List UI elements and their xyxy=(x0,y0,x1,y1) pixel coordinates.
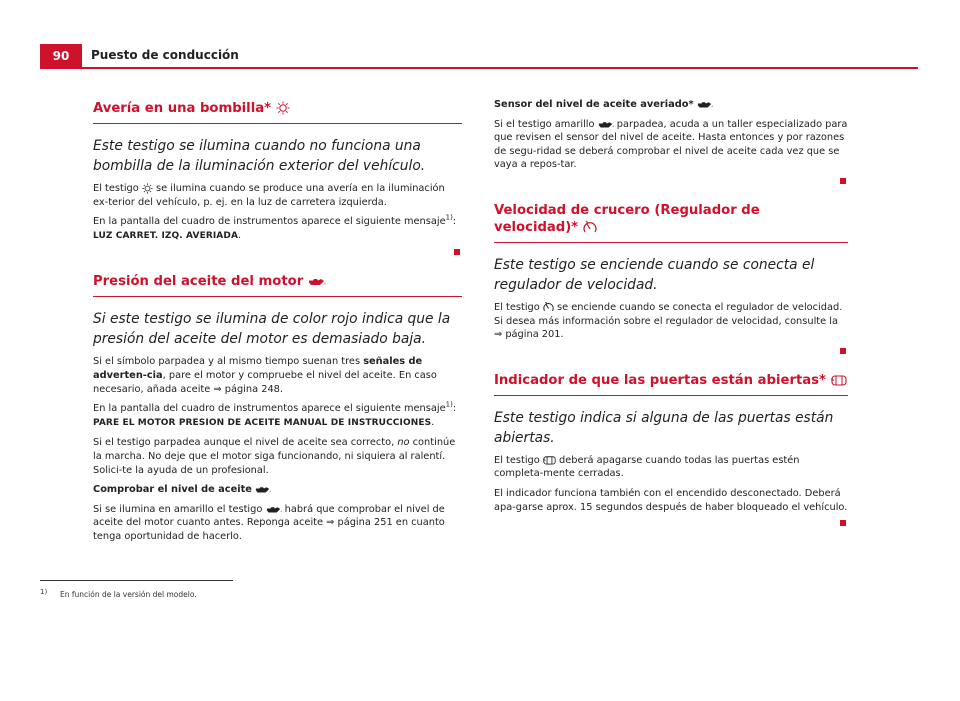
page-header-title: Puesto de conducción xyxy=(91,48,239,62)
paragraph: El testigo deberá apagarse cuando todas las puertas estén completa-mente cerradas. xyxy=(494,454,800,480)
subheading: Sensor del nivel de aceite averiado* xyxy=(494,98,848,112)
oil-can-icon xyxy=(255,484,271,494)
section-end-marker xyxy=(454,249,460,255)
footnote-rule xyxy=(40,580,233,581)
section-title: Velocidad de crucero (Regulador de velocidad)* xyxy=(494,202,848,243)
section-end-marker xyxy=(840,348,846,354)
section-doors-open xyxy=(494,372,848,526)
paragraph: El testigo se enciende cuando se conecta el regulador de velocidad. Si desea más información sobre el regulador de velocidad, consulte la ⇒ página 201. xyxy=(494,301,843,341)
paragraph: El testigo se ilumina cuando se produce una avería en la iluminación ex-terior del vehículo, p. ej. en la luz de carretera izquierda. xyxy=(93,183,445,208)
paragraph: En la pantalla del cuadro de instrumentos aparece el siguiente mensaje$^{1)}$: LUZ CARRET. IZQ. AVERIADA. xyxy=(93,213,457,241)
section-oil-sensor xyxy=(494,98,848,184)
left-column xyxy=(93,100,462,550)
bulb-warning-icon xyxy=(142,183,153,194)
page-number: 90 xyxy=(40,44,82,68)
section-lead: Este testigo indica si alguna de las puertas están abiertas. xyxy=(494,409,834,446)
paragraph: Si el testigo amarillo parpadea, acuda a un taller especializado para que revisen el sensor del nivel de aceite. Hasta entonces y por razones de segu-ridad se deberá comprobar el nivel de aceite cada vez que se vaya a repos-tar. xyxy=(494,118,848,171)
paragraph: El indicador funciona también con el encendido desconectado. Deberá apa-garse aprox. 15 segundos después de haber bloqueado el vehículo. xyxy=(494,487,848,513)
footnote: $^{1)}$ En función de la versión del modelo. xyxy=(40,587,197,599)
section-lead: Si este testigo se ilumina de color rojo indica que la presión del aceite del motor es demasiado baja. xyxy=(93,311,451,348)
section-title: Avería en una bombilla* xyxy=(93,100,462,124)
header-rule xyxy=(40,67,918,69)
section-lead: Este testigo se enciende cuando se conecta el regulador de velocidad. xyxy=(494,256,815,293)
bulb-warning-icon xyxy=(276,101,290,115)
oil-can-icon xyxy=(308,275,326,287)
paragraph: Si se ilumina en amarillo el testigo habrá que comprobar el nivel de aceite del motor cuanto antes. Reponga aceite ⇒ página 251 en cuanto tenga oportunidad de hacerlo. xyxy=(93,503,445,542)
door-open-icon xyxy=(543,455,556,465)
oil-can-icon xyxy=(598,119,614,129)
section-lead: Este testigo se ilumina cuando no funciona una bombilla de la iluminación exterior del vehículo. xyxy=(93,138,426,174)
section-bulb-failure xyxy=(93,100,462,255)
cruise-control-icon xyxy=(543,301,554,312)
section-end-marker xyxy=(840,178,846,184)
section-title: Indicador de que las puertas están abiertas* xyxy=(494,372,848,396)
door-open-icon xyxy=(831,374,847,386)
section-end-marker xyxy=(840,520,846,526)
subheading: Comprobar el nivel de aceite xyxy=(93,483,462,497)
section-title: Presión del aceite del motor xyxy=(93,273,462,297)
section-oil-pressure xyxy=(93,273,462,543)
cruise-control-icon xyxy=(583,220,597,233)
section-cruise-control xyxy=(494,202,848,354)
oil-can-icon xyxy=(697,99,713,109)
paragraph: En la pantalla del cuadro de instrumentos aparece el siguiente mensaje$^{1)}$: PARE EL MOTOR PRESION DE ACEITE MANUAL DE INSTRUCCIONES. xyxy=(93,400,457,428)
oil-can-icon xyxy=(266,504,282,514)
paragraph: Si el testigo parpadea aunque el nivel de aceite sea correcto, no continúe la marcha. No deje que el motor siga funcionando, ni siquiera al ralentí. Solici-te la ayuda de un profesional. xyxy=(93,437,456,476)
right-column xyxy=(494,98,848,526)
display-message: PARE EL MOTOR PRESION DE ACEITE MANUAL DE INSTRUCCIONES xyxy=(93,417,432,428)
paragraph: Si el símbolo parpadea y al mismo tiempo suenan tres señales de adverten-cia, pare el motor y compruebe el nivel del aceite. En caso necesario, añada aceite ⇒ página 248. xyxy=(93,356,437,395)
display-message: LUZ CARRET. IZQ. AVERIADA xyxy=(93,230,239,241)
